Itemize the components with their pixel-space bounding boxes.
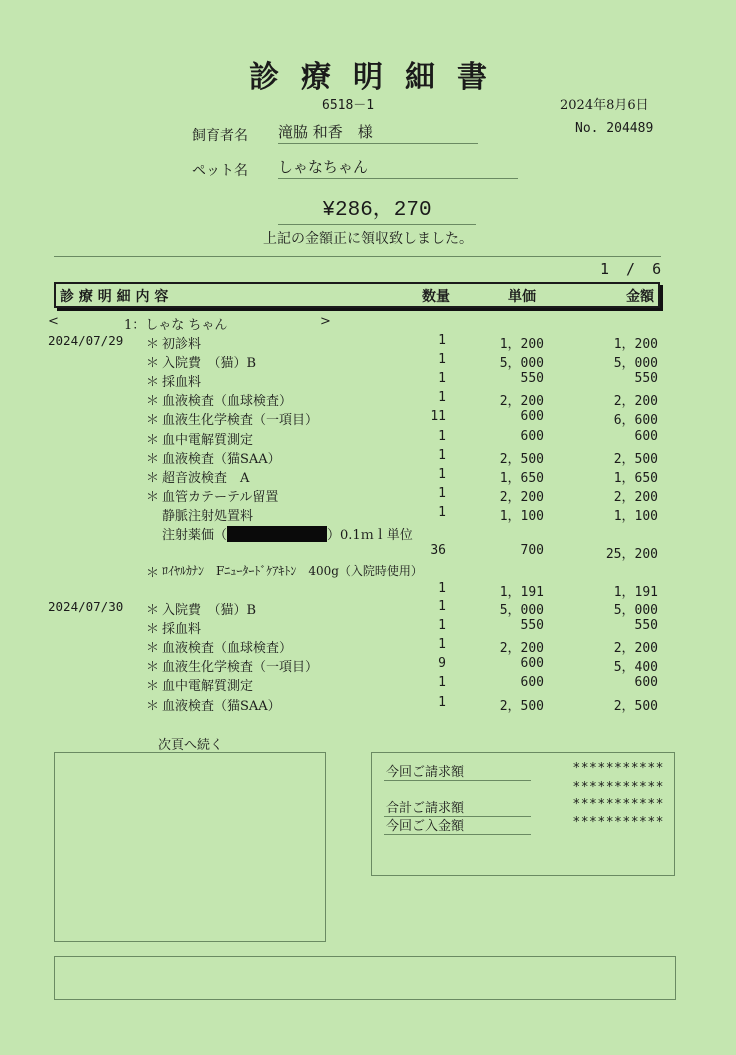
- row-item: 血液検査（血球検査）: [162, 641, 293, 657]
- pet-nav-row: [0, 314, 736, 333]
- row-qty: 1: [438, 485, 446, 501]
- table-row: [0, 352, 736, 371]
- table-row: [0, 695, 736, 714]
- extra-value: ***********: [572, 780, 664, 795]
- row-price: 550: [520, 618, 544, 634]
- current-bill-label: 今回ご請求額: [384, 761, 531, 781]
- row-amount: 2，500: [613, 698, 658, 714]
- row-item: 血管カテーテル留置: [162, 489, 279, 505]
- row-qty: 1: [438, 675, 446, 691]
- row-item: 血液生化学検査（一項目）: [162, 413, 319, 429]
- document-code: 6518－1: [322, 98, 375, 113]
- row-price: 5，000: [499, 603, 544, 618]
- pet-label: ペット名: [192, 163, 248, 179]
- table-row: [0, 656, 736, 675]
- row-price: 2，200: [499, 641, 544, 657]
- row-price: 600: [520, 409, 544, 425]
- owner-name: 滝脇 和香 様: [278, 121, 478, 144]
- row-qty: 1: [438, 390, 446, 406]
- table-header: [54, 282, 660, 308]
- row-item: 血液生化学検査（一項目）: [162, 660, 319, 676]
- row-price: 2，500: [499, 698, 544, 714]
- table-row: [0, 448, 736, 467]
- current-bill-row: [384, 761, 664, 779]
- total-amount: ¥286，270: [278, 192, 476, 225]
- row-amount: 2，500: [613, 451, 658, 467]
- food-price: 1，191: [499, 585, 544, 600]
- row-qty: 9: [438, 656, 446, 672]
- food-item: ﾛｲﾔﾙｶﾅﾝ Fﾆｭｰﾀｰﾄﾞｹｱｷﾄﾝ 400g（入院時使用）: [162, 564, 423, 578]
- row-star: ＊: [146, 356, 160, 372]
- row-star: ＊: [146, 337, 160, 352]
- row-amount: 6，600: [613, 413, 658, 429]
- row-star: ＊: [146, 603, 160, 618]
- row-qty: 1: [438, 694, 446, 710]
- row-item: 超音波検査 A: [162, 470, 250, 486]
- row-star: ＊: [146, 432, 160, 448]
- row-amount: 600: [634, 675, 658, 691]
- row-item: 静脈注射処置料: [162, 508, 254, 524]
- row-qty: 11: [430, 409, 446, 425]
- row-price: 600: [520, 675, 544, 691]
- food-amount: 1，191: [613, 585, 658, 600]
- row-qty: 1: [438, 352, 446, 368]
- current-payment-value: ***********: [572, 815, 664, 830]
- header-price: 単価: [508, 289, 536, 305]
- summary-box: [371, 752, 675, 876]
- row-date: 2024/07/29: [48, 333, 124, 348]
- row-amount: 2，200: [613, 489, 658, 505]
- row-item: 血液検査（猫SAA）: [162, 451, 281, 467]
- row-qty: 1: [438, 333, 446, 348]
- row-amount: 2，200: [613, 394, 658, 410]
- row-price: 2，500: [499, 451, 544, 467]
- table-row: [0, 675, 736, 694]
- food-values-row: [0, 581, 736, 600]
- row-price: 1，650: [499, 470, 544, 486]
- row-price: 2，200: [499, 489, 544, 505]
- row-item: 血中電解質測定: [162, 432, 254, 448]
- table-row: [0, 371, 736, 390]
- header-amount: 金額: [626, 289, 654, 305]
- row-item: 血中電解質測定: [162, 679, 254, 695]
- received-statement: 上記の金額正に領収致しました。: [263, 231, 473, 247]
- row-item: 血液検査（猫SAA）: [162, 698, 281, 714]
- table-row: [0, 390, 736, 409]
- table-row: [0, 486, 736, 505]
- row-item: 初診料: [162, 337, 202, 352]
- row-price: 600: [520, 428, 544, 444]
- total-bill-label: 合計ご請求額: [384, 797, 531, 817]
- document-title: 診療明細書: [249, 60, 509, 95]
- prev-pet-icon: <: [48, 314, 59, 329]
- row-price: 1，200: [499, 337, 544, 352]
- table-row: [0, 637, 736, 656]
- row-price: 5，000: [499, 356, 544, 372]
- header-qty: 数量: [422, 289, 450, 305]
- current-payment-row: [384, 815, 664, 833]
- injection-row: [0, 524, 736, 543]
- row-amount: 550: [634, 618, 658, 634]
- table-row: [0, 467, 736, 486]
- row-qty: 1: [438, 428, 446, 444]
- row-qty: 1: [438, 466, 446, 482]
- pet-nav-label: 1：しゃな ちゃん: [124, 318, 228, 333]
- row-star: ＊: [146, 413, 160, 429]
- owner-label: 飼育者名: [192, 128, 248, 144]
- row-star: ＊: [146, 375, 160, 391]
- next-pet-icon: >: [320, 314, 331, 329]
- row-item: 入院費 （猫）B: [162, 603, 257, 618]
- row-star: ＊: [146, 489, 160, 505]
- food-qty: 1: [438, 581, 446, 596]
- divider: [54, 256, 661, 257]
- total-bill-row: [384, 797, 664, 815]
- row-price: 550: [520, 371, 544, 387]
- redaction-bar: [227, 526, 327, 542]
- row-amount: 1，100: [613, 508, 658, 524]
- row-amount: 1，650: [613, 470, 658, 486]
- table-row: [0, 429, 736, 448]
- table-row: [0, 409, 736, 428]
- row-price: 600: [520, 656, 544, 672]
- row-item: 採血料: [162, 622, 202, 638]
- notes-box: [54, 752, 326, 942]
- row-item: 採血料: [162, 375, 202, 391]
- row-item: 入院費 （猫）B: [162, 356, 257, 372]
- table-row: [0, 618, 736, 637]
- row-price: 1，100: [499, 508, 544, 524]
- row-star: ＊: [146, 641, 160, 657]
- row-item: 血液検査（血球検査）: [162, 394, 293, 410]
- pet-name: しゃなちゃん: [278, 156, 518, 179]
- continued-note: 次頁へ続く: [158, 738, 224, 753]
- row-star: ＊: [146, 394, 160, 410]
- row-qty: 1: [438, 447, 446, 463]
- row-amount: 550: [634, 371, 658, 387]
- row-price: 2，200: [499, 394, 544, 410]
- row-star: ＊: [146, 679, 160, 695]
- extra-row: [384, 780, 664, 798]
- table-row: [0, 505, 736, 524]
- row-qty: 1: [438, 599, 446, 614]
- row-qty: 1: [438, 371, 446, 387]
- page-number: 1 / 6: [600, 260, 666, 278]
- row-qty: 1: [438, 637, 446, 653]
- row-date: 2024/07/30: [48, 599, 124, 614]
- food-row: [0, 562, 736, 581]
- receipt-number: No. 204489: [575, 121, 654, 136]
- row-qty: 1: [438, 618, 446, 634]
- document-date: 2024年8月6日: [560, 98, 649, 113]
- header-item: 診 療 明 細 内 容: [60, 289, 169, 305]
- injection-qty: 36: [430, 543, 446, 558]
- table-row: [0, 599, 736, 618]
- footer-box: [54, 956, 676, 1000]
- row-amount: 5，400: [613, 660, 658, 676]
- injection-suffix: ）0.1ｍｌ単位: [327, 528, 413, 543]
- row-amount: 1，200: [613, 337, 658, 352]
- injection-price: 700: [520, 543, 544, 558]
- injection-values-row: [0, 543, 736, 562]
- row-qty: 1: [438, 504, 446, 520]
- food-star: ＊: [146, 566, 160, 581]
- row-amount: 5，000: [613, 356, 658, 372]
- row-amount: 5，000: [613, 603, 658, 618]
- row-star: ＊: [146, 698, 160, 714]
- injection-amount: 25，200: [605, 547, 658, 562]
- injection-prefix: 注射薬価（: [162, 528, 228, 543]
- table-row: [0, 333, 736, 352]
- current-payment-label: 今回ご入金額: [384, 815, 531, 835]
- row-amount: 600: [634, 428, 658, 444]
- total-bill-value: ***********: [572, 797, 664, 812]
- row-star: ＊: [146, 451, 160, 467]
- row-star: ＊: [146, 660, 160, 676]
- row-amount: 2，200: [613, 641, 658, 657]
- row-star: ＊: [146, 470, 160, 486]
- row-star: ＊: [146, 622, 160, 638]
- current-bill-value: ***********: [572, 761, 664, 776]
